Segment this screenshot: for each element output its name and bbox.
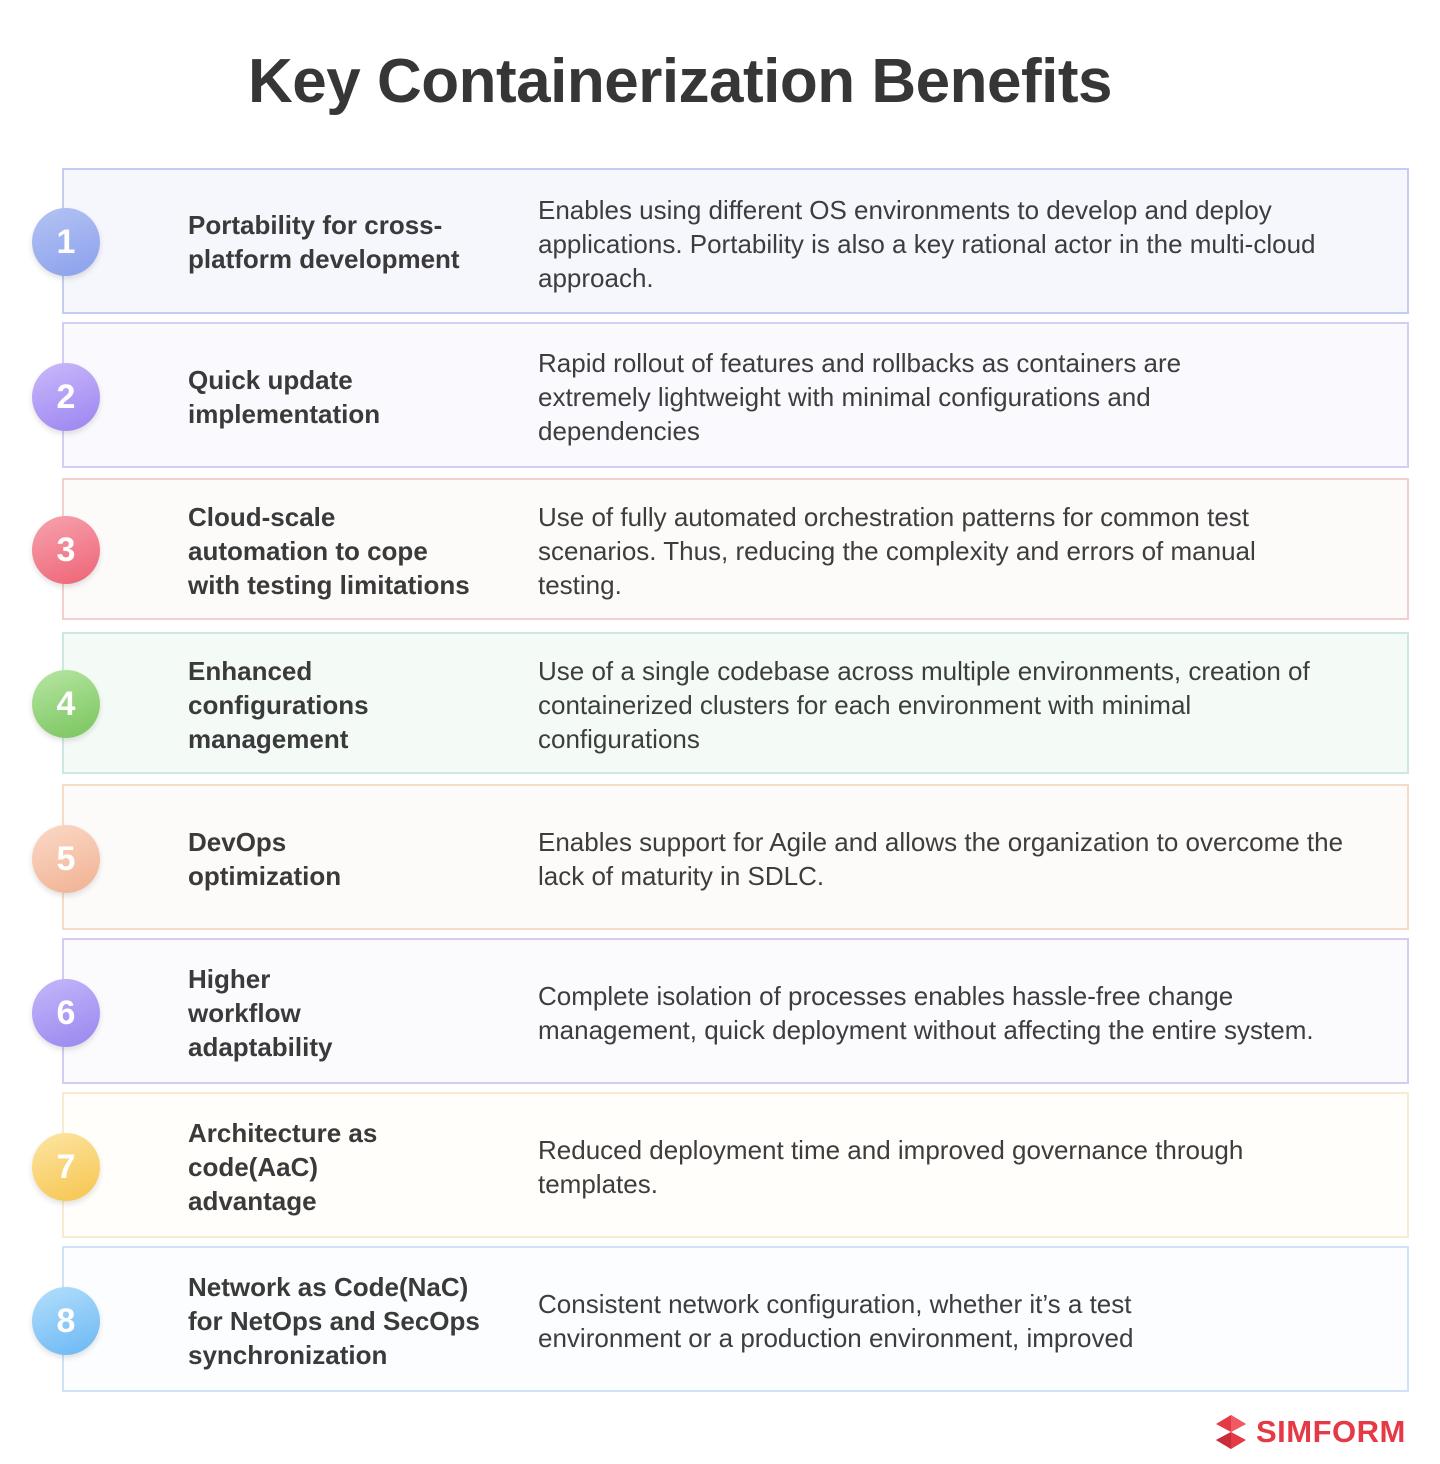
benefit-description: Use of a single codebase across multiple environments, creation of containerized clusters for each environment with minimal configurations: [538, 656, 1310, 754]
number-badge: 2: [32, 363, 100, 431]
benefit-description: Enables using different OS environments to develop and deploy applications. Portability is also a key rational actor in the multi-cloud approach.: [538, 195, 1316, 293]
benefit-heading: Cloud-scale automation to cope with testing limitations: [188, 502, 470, 600]
number-badge: 6: [32, 979, 100, 1047]
benefit-description: Complete isolation of processes enables hassle-free change management, quick deployment without affecting the entire system.: [538, 981, 1314, 1045]
benefit-description: Enables support for Agile and allows the organization to overcome the lack of maturity in SDLC.: [538, 827, 1344, 891]
benefit-heading: Quick update implementation: [188, 365, 381, 429]
number-badge: 1: [32, 208, 100, 276]
benefit-heading: Architecture as code(AaC) advantage: [188, 1118, 378, 1216]
benefit-heading: DevOps optimization: [188, 827, 342, 891]
benefit-row-3: [56, 478, 1409, 620]
brand-name: SIMFORM: [1256, 1414, 1406, 1449]
benefit-row-4: [56, 632, 1409, 774]
benefit-description: Consistent network configuration, whether it’s a test environment or a production environment, improved: [538, 1289, 1134, 1353]
number-badge: 8: [32, 1287, 100, 1355]
number-badge: 3: [32, 516, 100, 584]
benefit-row-8: [56, 1246, 1409, 1392]
benefit-row-7: [56, 1092, 1409, 1238]
brand-logo: [1212, 1412, 1406, 1452]
benefit-description: Rapid rollout of features and rollbacks as containers are extremely lightweight with minimal configurations and dependencies: [538, 348, 1182, 446]
benefit-row-1: [56, 168, 1409, 314]
benefit-heading: Higher workflow adaptability: [188, 964, 333, 1062]
benefit-heading: Network as Code(NaC) for NetOps and SecOps synchronization: [188, 1272, 480, 1370]
benefit-heading: Portability for cross- platform development: [188, 210, 460, 274]
benefit-heading: Enhanced configurations management: [188, 656, 369, 754]
benefit-description: Use of fully automated orchestration patterns for common test scenarios. Thus, reducing the complexity and errors of manual testing.: [538, 502, 1256, 600]
number-badge: 5: [32, 825, 100, 893]
number-badge: 4: [32, 670, 100, 738]
number-badge: 7: [32, 1133, 100, 1201]
benefit-row-6: [56, 938, 1409, 1084]
benefit-row-5: [56, 784, 1409, 930]
benefit-row-2: [56, 322, 1409, 468]
page-title-text: Key Containerization Benefits: [248, 47, 1112, 116]
simform-logo-icon: [1212, 1413, 1250, 1451]
benefit-description: Reduced deployment time and improved governance through templates.: [538, 1135, 1244, 1199]
